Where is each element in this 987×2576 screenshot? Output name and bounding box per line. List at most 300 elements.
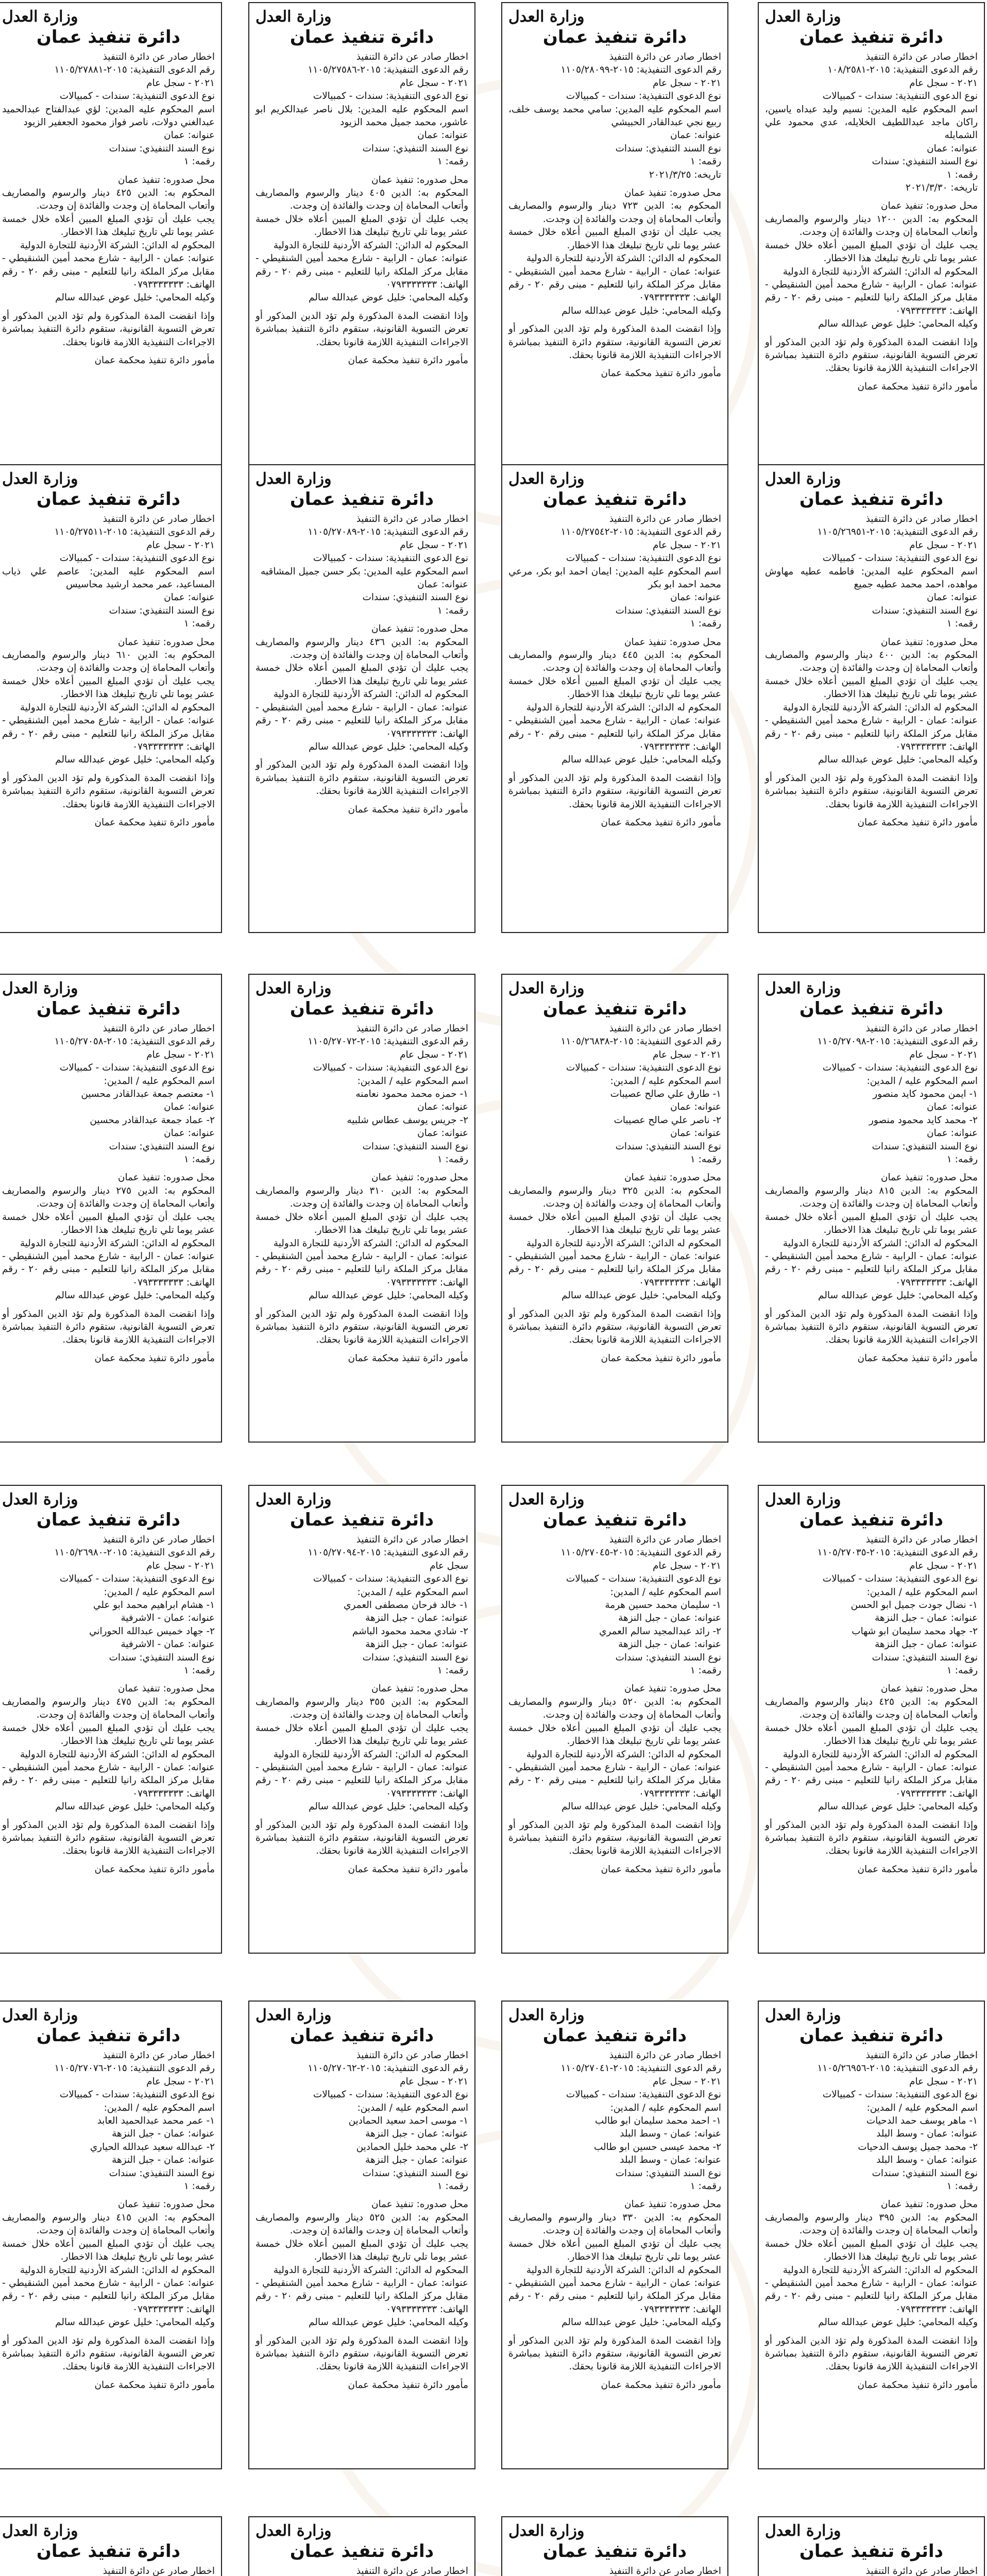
notice-line: عنوانه: عمان - جبل النزهة [112,2128,215,2140]
notice-line: اخطار صادر عن دائرة التنفيذ [865,514,978,524]
notice-line: محل صدوره: تنفيذ عمان [371,623,468,635]
notice-footer: مأمور دائرة تنفيذ محكمة عمان [94,2379,215,2391]
ministry-title: وزارة العدل [508,2006,585,2024]
notice-line: اسم المحكوم عليه المدين: بكر حسن جميل المشاقبه [261,566,468,577]
notice-footer: مأمور دائرة تنفيذ محكمة عمان [348,2379,468,2391]
ministry-title: وزارة العدل [256,470,332,488]
notice-line: نوع السند التنفيذي: سندات [872,2167,978,2179]
notice-line: وإذا انقضت المدة المذكورة ولم تؤد الدين المذكور أو تعرض التسوية القانونية، ستقوم دائرة التنفيذ بمباشرة الاجراءات التنفيذية اللازمة قانونا بحقك. [256,1308,468,1346]
notice-footer: مأمور دائرة تنفيذ محكمة عمان [857,381,978,392]
notice-line: اخطار صادر عن دائرة التنفيذ [103,514,215,524]
notice-line: المحكوم به: الدين ٧٢٣ دينار والرسوم والمصاريف وأتعاب المحاماة إن وجدت والفائدة إن وجدت. [508,200,721,225]
notice-line: وكيله المحامي: خليل عوض عبدالله سالم [818,2317,978,2328]
notice-line: رقمه: ١ [437,1154,468,1165]
notice-line: ٢- محمد كايد محمود منصور [869,1114,978,1126]
notice-line: اخطار صادر عن دائرة التنفيذ [356,52,468,62]
notice-line: عنوانه: عمان - جبل النزهة [365,1639,468,1650]
notice-line: وكيله المحامي: خليل عوض عبدالله سالم [55,1801,215,1812]
notice-line: المحكوم له الدائن: الشركة الأردنية للتجارة الدولية [273,2264,468,2276]
notice-line: رقمه: ١ [946,2181,978,2192]
ministry-title: وزارة العدل [765,470,841,488]
notice-line: نوع السند التنفيذي: سندات [615,605,721,616]
notice-line: المحكوم به: الدين ٤٣٦ دينار والرسوم والمصاريف وأتعاب المحاماة إن وجدت والفائدة إن وجدت. [256,636,468,661]
notice-line: عنوانه: عمان - الرابية - شارع محمد أمين الشنقيطي - مقابل مركز الملكة رانيا للتعليم - مبنى رقم ٢٠ - رقم الهاتف: ٠٧٩٣٣٣٣٣٣٣ [2,715,215,752]
ministry-title: وزارة العدل [2,8,78,26]
notice-line: محل صدوره: تنفيذ عمان [118,2199,215,2210]
notice-line: المحكوم له الدائن: الشركة الأردنية للتجارة الدولية [20,702,215,713]
notice-line: اسم المحكوم عليه / المدين: [610,2102,721,2113]
notice-line: يجب عليك أن تؤدي المبلغ المبين أعلاه خلال خمسة عشر يوما تلي تاريخ تبليغك هذا الاخطار. [765,1722,978,1747]
notice-line: المحكوم له الدائن: الشركة الأردنية للتجارة الدولية [782,702,978,713]
notice-line: المحكوم به: الدين ٢٧٥ دينار والرسوم والمصاريف وأتعاب المحاماة إن وجدت والفائدة إن وجدت. [2,1185,215,1210]
notice-line: ٢٠٢١ - سجل عام [400,539,468,551]
notice-line: نوع السند التنفيذي: سندات [872,156,978,167]
department-title: دائرة تنفيذ عمان [290,2541,434,2562]
notice-line: وإذا انقضت المدة المذكورة ولم تؤد الدين المذكور أو تعرض التسوية القانونية، ستقوم دائرة التنفيذ بمباشرة الاجراءات التنفيذية اللازمة قانونا بحقك. [508,1819,721,1857]
notice-box [758,1485,985,1954]
notice-line: عنوانه: عمان - وسط البلد [876,2128,978,2140]
ministry-title: وزارة العدل [2,2522,78,2540]
ministry-title: وزارة العدل [765,1490,841,1509]
notice-line: وكيله المحامي: خليل عوض عبدالله سالم [309,1290,468,1301]
notice-line: المحكوم له الدائن: الشركة الأردنية للتجارة الدولية [20,1749,215,1760]
department-title: دائرة تنفيذ عمان [542,2541,687,2562]
notice-line: يجب عليك أن تؤدي المبلغ المبين أعلاه خلال خمسة عشر يوما تلي تاريخ تبليغك هذا الاخطار. [508,227,721,251]
notice-line: عنوانه: عمان - الرابية - شارع محمد أمين الشنقيطي - مقابل مركز الملكة رانيا للتعليم - مبنى رقم ٢٠ - رقم الهاتف: ٠٧٩٣٣٣٣٣٣٣ [765,1250,978,1288]
ministry-title: وزارة العدل [508,2522,585,2540]
notice-line: رقمه: ١ [183,1665,215,1676]
notice-line: ٢- عماد جمعة عبدالقادر محسين [90,1114,215,1126]
ministry-title: وزارة العدل [508,470,585,488]
notice-line: ٢- محمد جميل يوسف الدحيات [858,2141,978,2153]
notice-line: اخطار صادر عن دائرة التنفيذ [609,52,721,62]
notice-footer: مأمور دائرة تنفيذ محكمة عمان [94,1352,215,1364]
notice-footer: مأمور دائرة تنفيذ محكمة عمان [94,817,215,828]
notice-line: وإذا انقضت المدة المذكورة ولم تؤد الدين المذكور أو تعرض التسوية القانونية، ستقوم دائرة التنفيذ بمباشرة الاجراءات التنفيذية اللازمة قانونا بحقك. [508,324,721,361]
department-title: دائرة تنفيذ عمان [290,27,434,47]
notice-line: نوع الدعوى التنفيذية: سندات - كمبيالات [59,553,215,564]
notice-line: رقم الدعوى التنفيذية: ٢٠١٥-١١٠٥/٢٦٩٥١ [817,527,978,538]
notice-line: رقمه: ١ [690,1665,721,1676]
notice-line: المحكوم به: الدين ٤٢٥ دينار والرسوم والمصاريف وأتعاب المحاماة إن وجدت والفائدة إن وجدت. [765,1696,978,1721]
department-title: دائرة تنفيذ عمان [542,489,687,510]
notice-line: عنوانه: عمان - الرابية - شارع محمد أمين الشنقيطي - مقابل مركز الملكة رانيا للتعليم - مبنى رقم ٢٠ - رقم الهاتف: ٠٧٩٣٣٣٣٣٣٣ [2,1761,215,1799]
notice-line: رقم الدعوى التنفيذية: ٢٠١٥-١١٠٥/٢٧٠٦٢ [308,2063,468,2074]
notice-box [248,2001,475,2469]
notice-line: عنوانه: عمان - جبل النزهة [365,1613,468,1624]
notice-line: محل صدوره: تنفيذ عمان [881,2199,978,2210]
notice-line: رقمه: ١ [437,2181,468,2192]
notice-line: وإذا انقضت المدة المذكورة ولم تؤد الدين المذكور أو تعرض التسوية القانونية، ستقوم دائرة التنفيذ بمباشرة الاجراءات التنفيذية اللازمة قانونا بحقك. [508,772,721,810]
notice-line: اسم المحكوم عليه المدين: نسيم وليد عبداه ياسين، راكان ماجد عبداللطيف الخلايله، عدي محمود علي الشمايله [765,104,978,141]
department-title: دائرة تنفيذ عمان [542,27,687,47]
notice-line: رقم الدعوى التنفيذية: ٢٠١٥-١١٠٥/٢٧٠٩٤ [308,1547,468,1558]
notice-line: ٢٠٢١ - سجل عام [653,77,721,89]
department-title: دائرة تنفيذ عمان [290,489,434,510]
notice-line: محل صدوره: تنفيذ عمان [624,2199,721,2210]
notice-box [758,2,985,471]
notice-line: محل صدوره: تنفيذ عمان [371,1172,468,1183]
notice-line: نوع السند التنفيذي: سندات [872,1141,978,1152]
department-title: دائرة تنفيذ عمان [36,2541,181,2562]
notice-line: اخطار صادر عن دائرة التنفيذ [609,514,721,524]
notice-line: نوع السند التنفيذي: سندات [362,143,468,154]
notice-box [0,974,222,1443]
notice-line: يجب عليك أن تؤدي المبلغ المبين أعلاه خلال خمسة عشر يوما تلي تاريخ تبليغك هذا الاخطار. [765,1211,978,1236]
notice-line: نوع السند التنفيذي: سندات [362,1141,468,1152]
notice-line: نوع الدعوى التنفيذية: سندات - كمبيالات [59,2089,215,2100]
notice-line: يجب عليك أن تؤدي المبلغ المبين أعلاه خلال خمسة عشر يوما تلي تاريخ تبليغك هذا الاخطار. [256,663,468,687]
notice-line: اسم المحكوم عليه المدين: فاطمه عطيه مهاوش مواهده، احمد محمد عطيه جميع [765,566,978,590]
notice-line: نوع الدعوى التنفيذية: سندات - كمبيالات [566,553,721,564]
notice-line: اخطار صادر عن دائرة التنفيذ [865,2050,978,2061]
notice-line: رقم الدعوى التنفيذية: ٢٠١٥-١١٠٥/٢٧٠٧٦ [54,2063,215,2074]
notice-line: عنوانه: عمان - الرابية - شارع محمد أمين الشنقيطي - مقابل مركز الملكة رانيا للتعليم - مبنى رقم ٢٠ - رقم الهاتف: ٠٧٩٣٣٣٣٣٣٣ [508,715,722,752]
notice-line: رقم الدعوى التنفيذية: ٢٠١٥-١١٠٥/٢٧٠٨٩ [308,527,468,538]
notice-line: وإذا انقضت المدة المذكورة ولم تؤد الدين المذكور أو تعرض التسوية القانونية، ستقوم دائرة التنفيذ بمباشرة الاجراءات التنفيذية اللازمة قانونا بحقك. [256,759,468,797]
notice-line: نوع الدعوى التنفيذية: سندات - كمبيالات [313,1573,468,1585]
notice-footer: مأمور دائرة تنفيذ محكمة عمان [348,354,468,366]
notice-footer: مأمور دائرة تنفيذ محكمة عمان [857,2379,978,2391]
notice-line: نوع السند التنفيذي: سندات [109,2167,215,2179]
notice-line: ٢- محمد عيسى حسين ابو طالب [594,2141,721,2153]
notice-line: ٢٠٢١ - سجل عام [653,539,721,551]
notice-line: ١- احمد محمد سليمان ابو طالب [595,2115,721,2127]
notice-line: عنوانه: عمان - جبل النزهة [112,2155,215,2166]
notice-line: وإذا انقضت المدة المذكورة ولم تؤد الدين المذكور أو تعرض التسوية القانونية، ستقوم دائرة التنفيذ بمباشرة الاجراءات التنفيذية اللازمة قانونا بحقك. [508,1308,721,1346]
notice-line: عنوانه: عمان - الاشرفية [121,1639,215,1650]
ministry-title: وزارة العدل [2,470,78,488]
notice-line: وكيله المحامي: خليل عوض عبدالله سالم [818,318,978,330]
notice-line: ٢٠٢١ - سجل عام [909,539,978,551]
notice-line: عنوانه: عمان [417,130,468,141]
notice-box [248,1485,475,1954]
notice-line: المحكوم له الدائن: الشركة الأردنية للتجارة الدولية [782,266,978,277]
notice-line: اخطار صادر عن دائرة التنفيذ [865,2566,978,2576]
notice-line: نوع الدعوى التنفيذية: سندات - كمبيالات [566,2089,721,2100]
notice-line: نوع الدعوى التنفيذية: سندات - كمبيالات [566,1062,721,1074]
notice-line: محل صدوره: تنفيذ عمان [371,2199,468,2210]
notice-line: اسم المحكوم عليه / المدين: [104,1586,215,1598]
notice-line: ١- هشام ابراهيم محمد ابو علي [93,1600,215,1611]
notice-line: سجل عام [429,1560,468,1571]
notice-line: عنوانه: عمان - جبل النزهة [365,2128,468,2140]
notice-line: رقم الدعوى التنفيذية: ٢٠١٥-١١٠٥/٢٧٠٧٢ [308,1036,468,1047]
notice-line: ٢٠٢١ - سجل عام [909,1049,978,1060]
notice-line: وكيله المحامي: خليل عوض عبدالله سالم [55,1290,215,1301]
notice-line: رقمه: ١ [183,2181,215,2192]
notice-footer: مأمور دائرة تنفيذ محكمة عمان [857,1863,978,1875]
notice-line: اسم المحكوم عليه المدين: سامي محمد يوسف خلف، ربيع نجي عبدالقادر الحبيشي [508,104,721,128]
notice-line: نوع السند التنفيذي: سندات [872,1652,978,1663]
notice-line: اخطار صادر عن دائرة التنفيذ [865,52,978,62]
notice-line: ٢٠٢١ - سجل عام [146,1049,215,1060]
notice-line: رقم الدعوى التنفيذية: ٢٠١٥-١١٠٥/٢٨٠٩٩ [560,64,721,76]
notice-line: محل صدوره: تنفيذ عمان [881,200,978,212]
ministry-title: وزارة العدل [2,1490,78,1509]
notice-line: المحكوم له الدائن: الشركة الأردنية للتجارة الدولية [526,253,721,264]
notice-line: ٢٠٢١ - سجل عام [400,2076,468,2087]
notice-line: رقم الدعوى التنفيذية: ٢٠١٥-١١٠٥/٢٧٥١١ [54,527,215,538]
notice-line: رقمه: ١ [946,1665,978,1676]
notice-line: وكيله المحامي: خليل عوض عبدالله سالم [55,2317,215,2328]
notice-line: عنوانه: عمان - الرابية - شارع محمد أمين الشنقيطي - مقابل مركز الملكة رانيا للتعليم - مبنى رقم ٢٠ - رقم الهاتف: ٠٧٩٣٣٣٣٣٣٣ [765,2277,978,2315]
notice-line: محل صدوره: تنفيذ عمان [624,1172,721,1183]
notice-line: نوع الدعوى التنفيذية: سندات - كمبيالات [59,1062,215,1074]
notice-line: عنوانه: عمان - الرابية - شارع محمد أمين الشنقيطي - مقابل مركز الملكة رانيا للتعليم - مبنى رقم ٢٠ - رقم الهاتف: ٠٧٩٣٣٣٣٣٣٣ [508,1761,722,1799]
notice-line: عنوانه: عمان - الرابية - شارع محمد أمين الشنقيطي - مقابل مركز الملكة رانيا للتعليم - مبنى رقم ٢٠ - رقم الهاتف: ٠٧٩٣٣٣٣٣٣٣ [508,2277,722,2315]
notice-line: اسم المحكوم عليه المدين: بلال ناصر عبدالكريم ابو عاشور، محمد جميل محمد الزيود [256,104,468,128]
notice-line: وكيله المحامي: خليل عوض عبدالله سالم [561,2317,721,2328]
notice-line: رقم الدعوى التنفيذية: ٢٠١٥-١٠٨/٢٥٨١ [827,64,978,76]
notice-line: يجب عليك أن تؤدي المبلغ المبين أعلاه خلال خمسة عشر يوما تلي تاريخ تبليغك هذا الاخطار. [256,2238,468,2263]
notice-line: عنوانه: عمان [927,1128,978,1139]
notice-line: رقم الدعوى التنفيذية: ٢٠١٥-١١٠٥/٢٧٥٤٢ [560,527,721,538]
notice-line: وإذا انقضت المدة المذكورة ولم تؤد الدين المذكور أو تعرض التسوية القانونية، ستقوم دائرة التنفيذ بمباشرة الاجراءات التنفيذية اللازمة قانونا بحقك. [2,772,215,810]
notice-line: رقمه: ١ [183,1154,215,1165]
department-title: دائرة تنفيذ عمان [36,489,181,510]
notice-line: وإذا انقضت المدة المذكورة ولم تؤد الدين المذكور أو تعرض التسوية القانونية، ستقوم دائرة التنفيذ بمباشرة الاجراءات التنفيذية اللازمة قانونا بحقك. [2,1308,215,1346]
notice-line: يجب عليك أن تؤدي المبلغ المبين أعلاه خلال خمسة عشر يوما تلي تاريخ تبليغك هذا الاخطار. [2,1722,215,1747]
notice-line: عنوانه: عمان - وسط البلد [876,2155,978,2166]
notice-line: ١- طارق علي صالح عصيبات [610,1089,721,1100]
notice-line: اسم المحكوم عليه / المدين: [610,1586,721,1598]
notice-line: ١- موسى احمد سعيد الحمادين [348,2115,468,2127]
notice-line: عنوانه: عمان [164,592,215,603]
notice-line: عنوانه: عمان [417,579,468,590]
notice-footer: مأمور دائرة تنفيذ محكمة عمان [601,1352,721,1364]
department-title: دائرة تنفيذ عمان [799,2541,944,2562]
notice-line: المحكوم له الدائن: الشركة الأردنية للتجارة الدولية [526,1238,721,1249]
notice-line: تاريخه: ٢٠٢١/٣/٢٥ [649,169,721,180]
notice-line: المحكوم له الدائن: الشركة الأردنية للتجارة الدولية [20,240,215,251]
notice-line: وإذا انقضت المدة المذكورة ولم تؤد الدين المذكور أو تعرض التسوية القانونية، ستقوم دائرة التنفيذ بمباشرة الاجراءات التنفيذية اللازمة قانونا بحقك. [256,2335,468,2372]
notice-line: وإذا انقضت المدة المذكورة ولم تؤد الدين المذكور أو تعرض التسوية القانونية، ستقوم دائرة التنفيذ بمباشرة الاجراءات التنفيذية اللازمة قانونا بحقك. [765,772,978,810]
notice-line: عنوانه: عمان [670,1128,721,1139]
notice-line: نوع الدعوى التنفيذية: سندات - كمبيالات [313,2089,468,2100]
notice-line: وإذا انقضت المدة المذكورة ولم تؤد الدين المذكور أو تعرض التسوية القانونية، ستقوم دائرة التنفيذ بمباشرة الاجراءات التنفيذية اللازمة قانونا بحقك. [765,1308,978,1346]
notice-line: نوع الدعوى التنفيذية: سندات - كمبيالات [59,91,215,102]
ministry-title: وزارة العدل [256,8,332,26]
notice-box [501,974,728,1443]
notice-line: وإذا انقضت المدة المذكورة ولم تؤد الدين المذكور أو تعرض التسوية القانونية، ستقوم دائرة التنفيذ بمباشرة الاجراءات التنفيذية اللازمة قانونا بحقك. [2,310,215,348]
notice-line: المحكوم له الدائن: الشركة الأردنية للتجارة الدولية [526,1749,721,1760]
notice-line: عنوانه: عمان - جبل النزهة [365,2155,468,2166]
notice-line: ١- نضال جودت جميل ابو الحسن [850,1600,978,1611]
notice-line: ٢٠٢١ - سجل عام [400,1049,468,1060]
notice-line: المحكوم به: الدين ٤٢٥ دينار والرسوم والمصاريف وأتعاب المحاماة إن وجدت والفائدة إن وجدت. [2,188,215,212]
notice-line: المحكوم له الدائن: الشركة الأردنية للتجارة الدولية [273,1749,468,1760]
notice-line: نوع السند التنفيذي: سندات [872,605,978,616]
notice-line: المحكوم له الدائن: الشركة الأردنية للتجارة الدولية [20,1238,215,1249]
notice-box [0,2,222,471]
notice-line: وكيله المحامي: خليل عوض عبدالله سالم [55,754,215,766]
notice-line: نوع الدعوى التنفيذية: سندات - كمبيالات [313,1062,468,1074]
notice-line: عنوانه: عمان - الرابية - شارع محمد أمين الشنقيطي - مقابل مركز الملكة رانيا للتعليم - مبنى رقم ٢٠ - رقم الهاتف: ٠٧٩٣٣٣٣٣٣٣ [256,2277,469,2315]
department-title: دائرة تنفيذ عمان [36,2025,181,2046]
notice-line: ١- معتصم جمعة عبدالقادر محسين [81,1089,215,1100]
notice-line: عنوانه: عمان [927,1101,978,1113]
notice-box [501,2516,728,2576]
notice-line: نوع السند التنفيذي: سندات [615,2167,721,2179]
notice-box [0,1485,222,1954]
department-title: دائرة تنفيذ عمان [290,1510,434,1530]
department-title: دائرة تنفيذ عمان [290,998,434,1019]
notice-footer: مأمور دائرة تنفيذ محكمة عمان [857,1352,978,1364]
notice-line: اخطار صادر عن دائرة التنفيذ [356,2566,468,2576]
notice-line: وإذا انقضت المدة المذكورة ولم تؤد الدين المذكور أو تعرض التسوية القانونية، ستقوم دائرة التنفيذ بمباشرة الاجراءات التنفيذية اللازمة قانونا بحقك. [2,1819,215,1857]
notice-line: رقمه: ١ [690,618,721,630]
notice-box [758,974,985,1443]
ministry-title: وزارة العدل [508,8,585,26]
notice-line: وكيله المحامي: خليل عوض عبدالله سالم [561,1290,721,1301]
notice-line: ٢٠٢١ - سجل عام [909,1560,978,1571]
ministry-title: وزارة العدل [2,2006,78,2024]
ministry-title: وزارة العدل [765,2522,841,2540]
notice-line: ١- ماهر يوسف حمد الدحيات [866,2115,978,2127]
notice-line: المحكوم له الدائن: الشركة الأردنية للتجارة الدولية [782,1749,978,1760]
notice-line: محل صدوره: تنفيذ عمان [118,1683,215,1694]
notice-line: عنوانه: عمان - الرابية - شارع محمد أمين الشنقيطي - مقابل مركز الملكة رانيا للتعليم - مبنى رقم ٢٠ - رقم الهاتف: ٠٧٩٣٣٣٣٣٣٣ [256,702,469,739]
notice-line: نوع الدعوى التنفيذية: سندات - كمبيالات [59,1573,215,1585]
notice-line: اخطار صادر عن دائرة التنفيذ [356,514,468,524]
notice-line: المحكوم به: الدين ٥٢٥ دينار والرسوم والمصاريف وأتعاب المحاماة إن وجدت والفائدة إن وجدت. [256,2212,468,2236]
notice-line: محل صدوره: تنفيذ عمان [371,1683,468,1694]
notice-line: المحكوم له الدائن: الشركة الأردنية للتجارة الدولية [20,2264,215,2276]
ministry-title: وزارة العدل [256,1490,332,1509]
notice-line: نوع السند التنفيذي: سندات [109,143,215,154]
notice-line: وإذا انقضت المدة المذكورة ولم تؤد الدين المذكور أو تعرض التسوية القانونية، ستقوم دائرة التنفيذ بمباشرة الاجراءات التنفيذية اللازمة قانونا بحقك. [256,1819,468,1857]
notice-line: رقمه: ١ [437,1665,468,1676]
notice-line: ١- خالد فرحان مصطفى العمري [344,1600,468,1611]
notice-line: يجب عليك أن تؤدي المبلغ المبين أعلاه خلال خمسة عشر يوما تلي تاريخ تبليغك هذا الاخطار. [2,2238,215,2263]
notice-line: ٢٠٢١ - سجل عام [146,2076,215,2087]
notice-box [248,2516,475,2576]
notice-line: رقمه: ١ [690,1154,721,1165]
notice-line: نوع الدعوى التنفيذية: سندات - كمبيالات [822,2089,978,2100]
notice-line: ١- سليمان محمد حسين هرمة [605,1600,721,1611]
notice-footer: مأمور دائرة تنفيذ محكمة عمان [94,1863,215,1875]
notice-line: يجب عليك أن تؤدي المبلغ المبين أعلاه خلال خمسة عشر يوما تلي تاريخ تبليغك هذا الاخطار. [2,675,215,700]
notice-line: عنوانه: عمان - الرابية - شارع محمد أمين الشنقيطي - مقابل مركز الملكة رانيا للتعليم - مبنى رقم ٢٠ - رقم الهاتف: ٠٧٩٣٣٣٣٣٣٣ [2,2277,215,2315]
notice-line: يجب عليك أن تؤدي المبلغ المبين أعلاه خلال خمسة عشر يوما تلي تاريخ تبليغك هذا الاخطار. [765,240,978,264]
notice-box [758,464,985,933]
notice-footer: مأمور دائرة تنفيذ محكمة عمان [348,1352,468,1364]
notice-line: اخطار صادر عن دائرة التنفيذ [609,2050,721,2061]
notice-line: المحكوم به: الدين ٨١٥ دينار والرسوم والمصاريف وأتعاب المحاماة إن وجدت والفائدة إن وجدت. [765,1185,978,1210]
notice-line: عنوانه: عمان - جبل النزهة [875,1613,978,1624]
notice-line: وكيله المحامي: خليل عوض عبدالله سالم [55,292,215,303]
notice-line: المحكوم له الدائن: الشركة الأردنية للتجارة الدولية [526,2264,721,2276]
notice-line: ١- ايمن محمود كايد منصور [873,1089,978,1100]
notice-line: عنوانه: عمان [670,130,721,141]
notice-line: نوع الدعوى التنفيذية: سندات - كمبيالات [313,553,468,564]
department-title: دائرة تنفيذ عمان [36,998,181,1019]
notice-footer: مأمور دائرة تنفيذ محكمة عمان [601,1863,721,1875]
notice-line: عنوانه: عمان [670,1101,721,1113]
department-title: دائرة تنفيذ عمان [799,1510,944,1530]
notice-line: اسم المحكوم عليه / المدين: [866,1075,978,1087]
notice-line: رقم الدعوى التنفيذية: ٢٠١٥-١١٠٥/٢٧٥٨٦ [308,64,468,76]
notice-line: عنوانه: عمان [927,592,978,603]
notice-line: رقمه: ١ [183,156,215,167]
notice-line: المحكوم به: الدين ٤١٥ دينار والرسوم والمصاريف وأتعاب المحاماة إن وجدت والفائدة إن وجدت. [2,2212,215,2236]
notice-line: المحكوم له الدائن: الشركة الأردنية للتجارة الدولية [526,702,721,713]
notice-line: اسم المحكوم عليه / المدين: [866,2102,978,2113]
notice-line: اخطار صادر عن دائرة التنفيذ [103,2050,215,2061]
notice-line: رقمه: ١ [437,156,468,167]
notice-line: ٢- علي محمد خليل الحمادين [356,2141,468,2153]
notice-line: ٢٠٢١ - سجل عام [653,2076,721,2087]
notice-footer: مأمور دائرة تنفيذ محكمة عمان [348,804,468,815]
notice-line: ١- حمزه محمد محمود نعامنه [355,1089,468,1100]
notice-line: نوع السند التنفيذي: سندات [615,1652,721,1663]
notice-line: عنوانه: عمان [417,1101,468,1113]
notice-line: ٢٠٢١ - سجل عام [653,1049,721,1060]
notice-line: اخطار صادر عن دائرة التنفيذ [356,2050,468,2061]
notice-line: المحكوم به: الدين ٣٢٥ دينار والرسوم والمصاريف وأتعاب المحاماة إن وجدت والفائدة إن وجدت. [508,1185,721,1210]
notice-line: عنوانه: عمان [670,592,721,603]
notice-line: يجب عليك أن تؤدي المبلغ المبين أعلاه خلال خمسة عشر يوما تلي تاريخ تبليغك هذا الاخطار. [508,675,721,700]
department-title: دائرة تنفيذ عمان [36,27,181,47]
notice-box [0,2516,222,2576]
notice-line: وإذا انقضت المدة المذكورة ولم تؤد الدين المذكور أو تعرض التسوية القانونية، ستقوم دائرة التنفيذ بمباشرة الاجراءات التنفيذية اللازمة قانونا بحقك. [256,310,468,348]
notice-line: المحكوم به: الدين ٤٧٥ دينار والرسوم والمصاريف وأتعاب المحاماة إن وجدت والفائدة إن وجدت. [2,1696,215,1721]
notice-line: عنوانه: عمان - الرابية - شارع محمد أمين الشنقيطي - مقابل مركز الملكة رانيا للتعليم - مبنى رقم ٢٠ - رقم الهاتف: ٠٧٩٣٣٣٣٣٣٣ [508,266,722,303]
notice-line: المحكوم به: الدين ٣٣٠ دينار والرسوم والمصاريف وأتعاب المحاماة إن وجدت والفائدة إن وجدت. [508,2212,721,2236]
notice-line: يجب عليك أن تؤدي المبلغ المبين أعلاه خلال خمسة عشر يوما تلي تاريخ تبليغك هذا الاخطار. [765,675,978,700]
notice-line: محل صدوره: تنفيذ عمان [118,174,215,185]
notice-line: المحكوم له الدائن: الشركة الأردنية للتجارة الدولية [273,240,468,251]
notice-footer: مأمور دائرة تنفيذ محكمة عمان [601,817,721,828]
notice-line: عنوانه: عمان - الرابية - شارع محمد أمين الشنقيطي - مقابل مركز الملكة رانيا للتعليم - مبنى رقم ٢٠ - رقم الهاتف: ٠٧٩٣٣٣٣٣٣٣ [765,279,978,316]
notice-line: محل صدوره: تنفيذ عمان [624,188,721,199]
notice-line: يجب عليك أن تؤدي المبلغ المبين أعلاه خلال خمسة عشر يوما تلي تاريخ تبليغك هذا الاخطار. [508,1211,721,1236]
notice-line: اسم المحكوم عليه / المدين: [104,1075,215,1087]
notice-line: المحكوم له الدائن: الشركة الأردنية للتجارة الدولية [273,689,468,700]
notice-line: اخطار صادر عن دائرة التنفيذ [609,2566,721,2576]
notice-line: اسم المحكوم عليه المدين: عاصم علي ذياب المساعيد، عمر محمد ارشيد محاسيس [2,566,215,590]
department-title: دائرة تنفيذ عمان [542,998,687,1019]
notice-line: اسم المحكوم عليه / المدين: [610,1075,721,1087]
notice-line: المحكوم به: الدين ٦١٠ دينار والرسوم والمصاريف وأتعاب المحاماة إن وجدت والفائدة إن وجدت. [2,650,215,674]
notice-line: وإذا انقضت المدة المذكورة ولم تؤد الدين المذكور أو تعرض التسوية القانونية، ستقوم دائرة التنفيذ بمباشرة الاجراءات التنفيذية اللازمة قانونا بحقك. [765,2335,978,2372]
notice-line: ١- عمر محمد عبدالحميد العابد [97,2115,215,2127]
notice-line: عنوانه: عمان - الرابية - شارع محمد أمين الشنقيطي - مقابل مركز الملكة رانيا للتعليم - مبنى رقم ٢٠ - رقم الهاتف: ٠٧٩٣٣٣٣٣٣٣ [256,1250,469,1288]
notice-line: نوع الدعوى التنفيذية: سندات - كمبيالات [822,1573,978,1585]
notice-line: محل صدوره: تنفيذ عمان [118,1172,215,1183]
notice-line: المحكوم له الدائن: الشركة الأردنية للتجارة الدولية [782,2264,978,2276]
notice-footer: مأمور دائرة تنفيذ محكمة عمان [857,817,978,828]
notice-line: وإذا انقضت المدة المذكورة ولم تؤد الدين المذكور أو تعرض التسوية القانونية، ستقوم دائرة التنفيذ بمباشرة الاجراءات التنفيذية اللازمة قانونا بحقك. [765,1819,978,1857]
notice-line: ٢٠٢١ - سجل عام [146,1560,215,1571]
notice-line: وكيله المحامي: خليل عوض عبدالله سالم [561,305,721,316]
notice-line: رقمه: ١ [946,618,978,630]
notice-line: محل صدوره: تنفيذ عمان [881,636,978,648]
notice-line: يجب عليك أن تؤدي المبلغ المبين أعلاه خلال خمسة عشر يوما تلي تاريخ تبليغك هذا الاخطار. [508,1722,721,1747]
notice-line: نوع السند التنفيذي: سندات [109,1652,215,1663]
notice-line: نوع السند التنفيذي: سندات [615,143,721,154]
notice-line: وإذا انقضت المدة المذكورة ولم تؤد الدين المذكور أو تعرض التسوية القانونية، ستقوم دائرة التنفيذ بمباشرة الاجراءات التنفيذية اللازمة قانونا بحقك. [765,336,978,374]
notice-line: اسم المحكوم عليه / المدين: [357,1075,468,1087]
notice-line: محل صدوره: تنفيذ عمان [624,636,721,648]
notice-line: عنوانه: عمان - الاشرفية [121,1613,215,1624]
notice-box [501,2001,728,2469]
department-title: دائرة تنفيذ عمان [36,1510,181,1530]
notice-line: اسم المحكوم عليه المدين: ايمان احمد ابو بكر، مرعي محمد احمد ابو بكر [508,566,721,590]
notice-line: يجب عليك أن تؤدي المبلغ المبين أعلاه خلال خمسة عشر يوما تلي تاريخ تبليغك هذا الاخطار. [508,2238,721,2263]
notice-line: ٢- ناصر علي صالح عصيبات [614,1114,721,1126]
